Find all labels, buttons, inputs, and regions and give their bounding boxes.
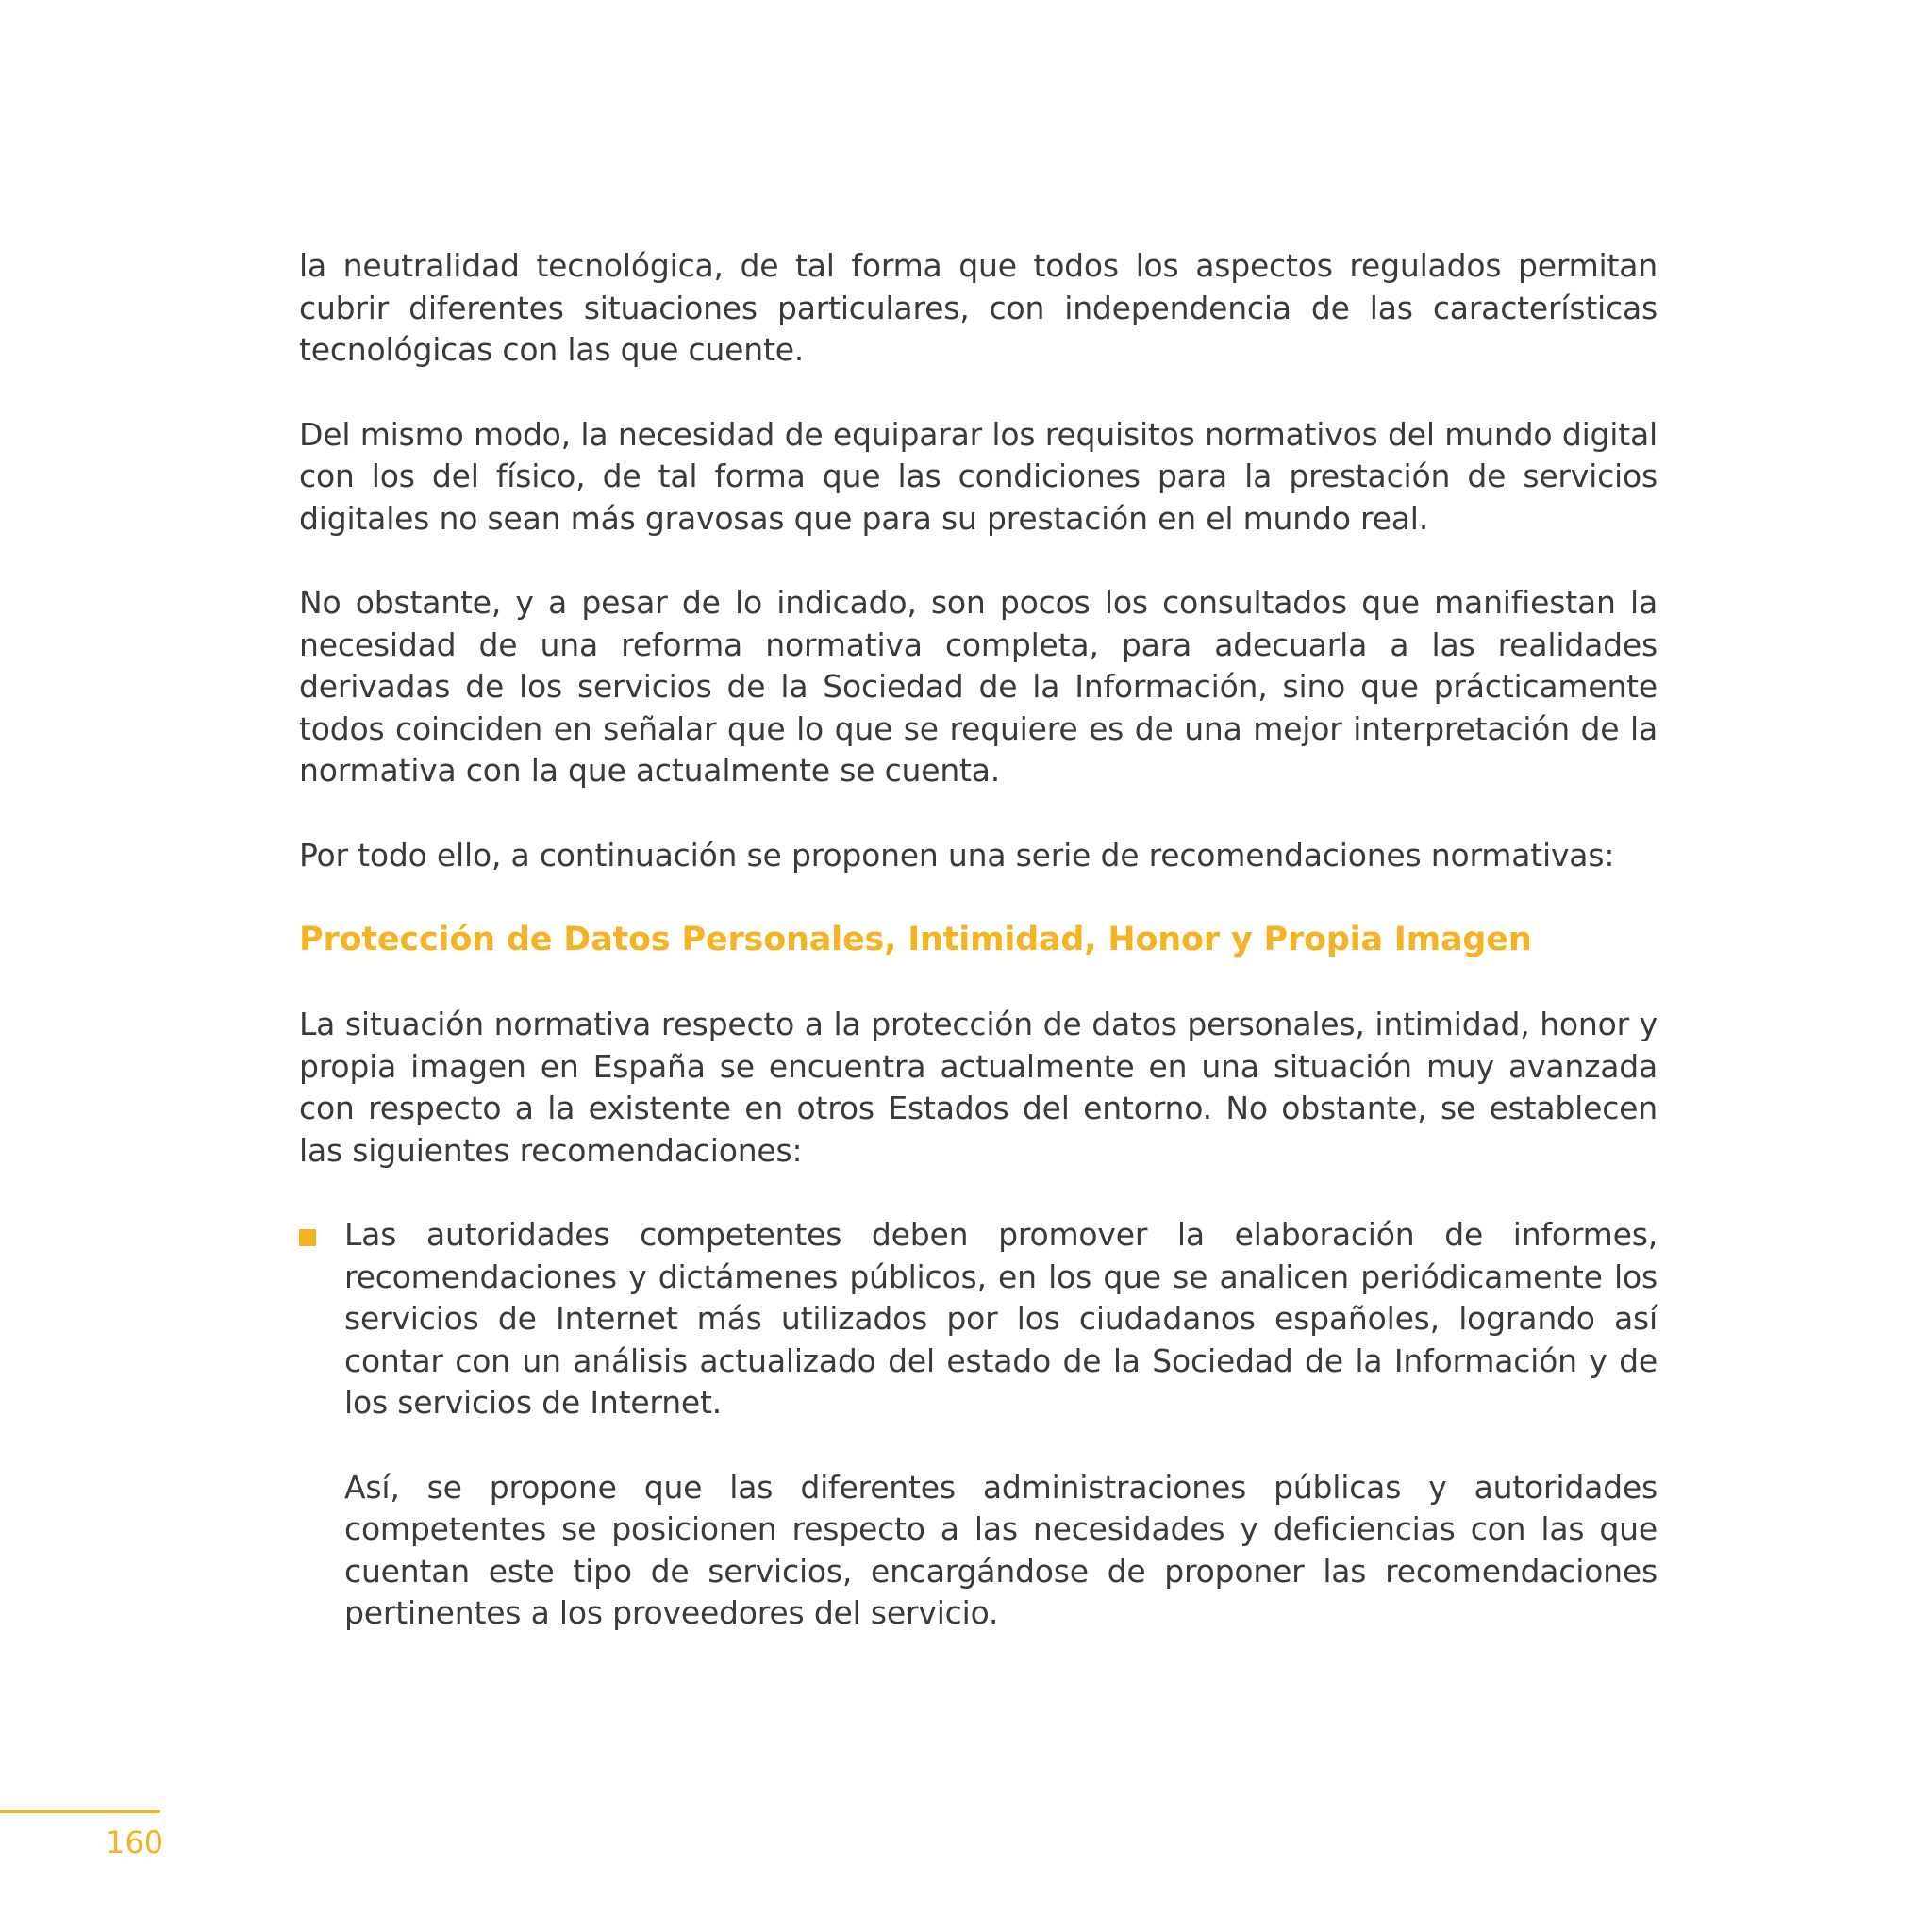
bullet-continuation: Así, se propone que las diferentes administraciones públicas y autoridades competentes se posicionen respecto a las necesidades y deficiencias con las que cuentan este tipo de servicios, encargándose de proponer las recomendaciones pertinentes a los proveedores del servicio. — [344, 1468, 1657, 1631]
paragraph: No obstante, y a pesar de lo indicado, son pocos los consultados que manifiestan la necesidad de una reforma normativa completa, para adecuarla a las realidades derivadas de los servicios de la Sociedad de la Información, sino que prácticamente todos coinciden en señalar que lo que se requiere es de una mejor interpretación de la normativa con la que actualmente se cuenta. — [299, 584, 1657, 789]
bullet-text: Las autoridades competentes deben promover la elaboración de informes, recomendaciones y dictámenes públicos, en los que se analicen periódicamente los servicios de Internet más utilizados por los ciudadanos españoles, logrando así contar con un análisis actualizado del estado de la Sociedad de la Información y de los servicios de Internet. — [344, 1216, 1657, 1421]
paragraph: Por todo ello, a continuación se proponen una serie de recomendaciones normativas: — [299, 836, 1615, 874]
page-content — [299, 245, 1657, 1677]
paragraph: la neutralidad tecnológica, de tal forma que todos los aspectos regulados permitan cubrir diferentes situaciones particulares, con independencia de las características tecnológicas con las que cuente. — [299, 247, 1657, 368]
page-number: 160 — [106, 1824, 164, 1860]
section-heading: Protección de Datos Personales, Intimidad, Honor y Propia Imagen — [299, 921, 1532, 958]
square-bullet-icon — [299, 1229, 316, 1246]
section-intro: La situación normativa respecto a la protección de datos personales, intimidad, honor y propia imagen en España se encuentra actualmente en una situación muy avanzada con respecto a la existente en otros Estados del entorno. No obstante, se establecen las siguientes recomendaciones: — [299, 1006, 1657, 1169]
footer-rule — [0, 1810, 160, 1813]
list-item — [299, 1214, 1657, 1635]
paragraph: Del mismo modo, la necesidad de equiparar los requisitos normativos del mundo digital con los del físico, de tal forma que las condiciones para la prestación de servicios digitales no sean más gravosas que para su prestación en el mundo real. — [299, 415, 1657, 537]
